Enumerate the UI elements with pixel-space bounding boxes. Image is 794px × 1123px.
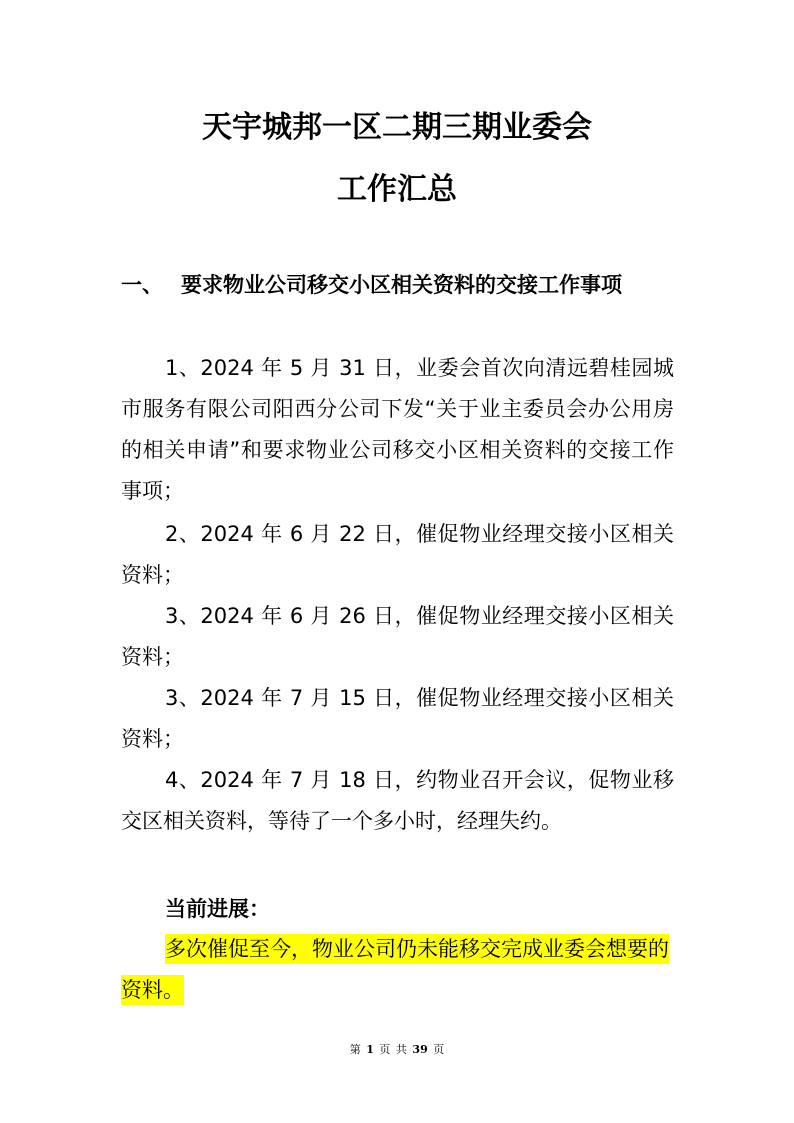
document-subtitle: 工作汇总 bbox=[337, 172, 457, 207]
footer-total-prefix: 共 bbox=[395, 1043, 407, 1056]
footer-prefix: 第 bbox=[349, 1043, 361, 1056]
progress-text-highlighted: 多次催促至今，物业公司仍未能移交完成业委会想要的资料。 bbox=[121, 934, 669, 1005]
work-item: 4、2024 年 7 月 18 日，约物业召开会议，促物业移交区相关资料，等待了一个多小时，经理失约。 bbox=[121, 768, 674, 833]
progress-paragraph bbox=[121, 929, 681, 1011]
work-item: 3、2024 年 6 月 26 日，催促物业经理交接小区相关资料； bbox=[121, 604, 674, 669]
section-heading-text: 要求物业公司移交小区相关资料的交接工作事项 bbox=[181, 273, 622, 297]
work-item: 2、2024 年 6 月 22 日，催促物业经理交接小区相关资料； bbox=[121, 522, 674, 587]
footer-page-number: 1 bbox=[366, 1043, 374, 1056]
section-number: 一、 bbox=[121, 273, 163, 297]
document-title: 天宇城邦一区二期三期业委会 bbox=[202, 110, 592, 145]
progress-label: 当前进展： bbox=[165, 897, 270, 921]
footer-suffix: 页 bbox=[433, 1043, 445, 1056]
work-item: 1、2024 年 5 月 31 日，业委会首次向清远碧桂园城市服务有限公司阳西分公司下发“关于业主委员会办公用房的相关申请”和要求物业公司移交小区相关资料的交接工作事项； bbox=[121, 356, 674, 503]
section-heading bbox=[121, 265, 676, 306]
footer-page-unit: 页 bbox=[379, 1043, 391, 1056]
footer-total-pages: 39 bbox=[412, 1043, 428, 1056]
work-item: 3、2024 年 7 月 15 日，催促物业经理交接小区相关资料； bbox=[121, 686, 674, 751]
page-footer bbox=[0, 1043, 794, 1057]
